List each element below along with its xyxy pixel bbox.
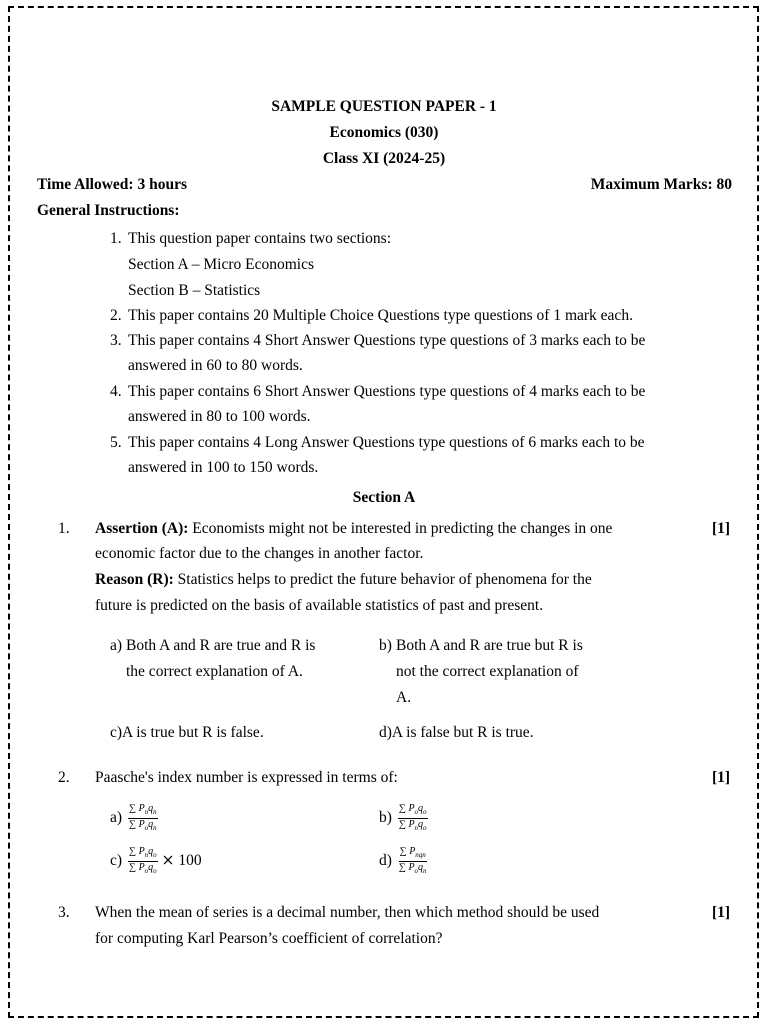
option-c[interactable]: c)A is true but R is false. xyxy=(110,724,264,741)
option-b[interactable]: b) $\frac{\sum P_oq_o}{\sum P_nq_o}$ xyxy=(379,803,427,832)
question-marks: [1] xyxy=(712,520,731,537)
reason-label: Reason (R): xyxy=(95,571,174,588)
question-number: 1. xyxy=(58,520,70,537)
question-number: 3. xyxy=(58,904,70,921)
question-text: Paasche's index number is expressed in terms of: xyxy=(95,769,398,786)
reason-line: future is predicted on the basis of available statistics of past and present. xyxy=(95,597,544,614)
time-allowed: Time Allowed: 3 hours xyxy=(37,176,187,193)
multiply-icon: × xyxy=(161,851,175,870)
option-d[interactable]: d) $\frac{\sum P_{nqn}}{\sum P_oq_n}$ xyxy=(379,846,427,875)
option-a[interactable]: a) Both A and R are true and R is the correct explanation of A. xyxy=(110,637,316,680)
formula: $\frac{\sum P_nq_n}{\sum P_oq_n}$ xyxy=(128,803,157,832)
option-a[interactable]: a) $\frac{\sum P_nq_n}{\sum P_oq_n}$ xyxy=(110,803,157,832)
instructions-heading: General Instructions: xyxy=(37,202,180,219)
paper-title: SAMPLE QUESTION PAPER - 1 xyxy=(271,98,497,115)
maximum-marks: Maximum Marks: 80 xyxy=(590,176,732,193)
assertion-label: Assertion (A): xyxy=(95,520,189,537)
formula: $\frac{\sum P_nq_o}{\sum P_oq_o}$ xyxy=(128,846,157,875)
assertion-line: economic factor due to the changes in another factor. xyxy=(95,545,424,562)
question-text: for computing Karl Pearson’s coefficient of correlation? xyxy=(95,930,443,947)
question-text: When the mean of series is a decimal number, then which method should be used xyxy=(95,904,600,921)
option-d[interactable]: d)A is false but R is true. xyxy=(379,724,534,741)
subject-title: Economics (030) xyxy=(329,124,439,141)
formula: $\frac{\sum P_oq_o}{\sum P_nq_o}$ xyxy=(398,803,427,832)
class-title: Class XI (2024-25) xyxy=(322,150,446,167)
option-b[interactable]: b) Both A and R are true but R is not the correct explanation of A. xyxy=(379,637,583,706)
section-heading: Section A xyxy=(352,489,416,506)
question-marks: [1] xyxy=(712,769,731,786)
question-number: 2. xyxy=(58,769,70,786)
formula: $\frac{\sum P_{nqn}}{\sum P_oq_n}$ xyxy=(398,846,427,875)
option-c[interactable]: c) $\frac{\sum P_nq_o}{\sum P_oq_o}$ × 100 xyxy=(110,846,202,875)
question-marks: [1] xyxy=(712,904,731,921)
reason-line: Reason (R): Statistics helps to predict the future behavior of phenomena for the xyxy=(95,571,592,588)
assertion-line: Assertion (A): Economists might not be interested in predicting the changes in one xyxy=(95,520,613,537)
